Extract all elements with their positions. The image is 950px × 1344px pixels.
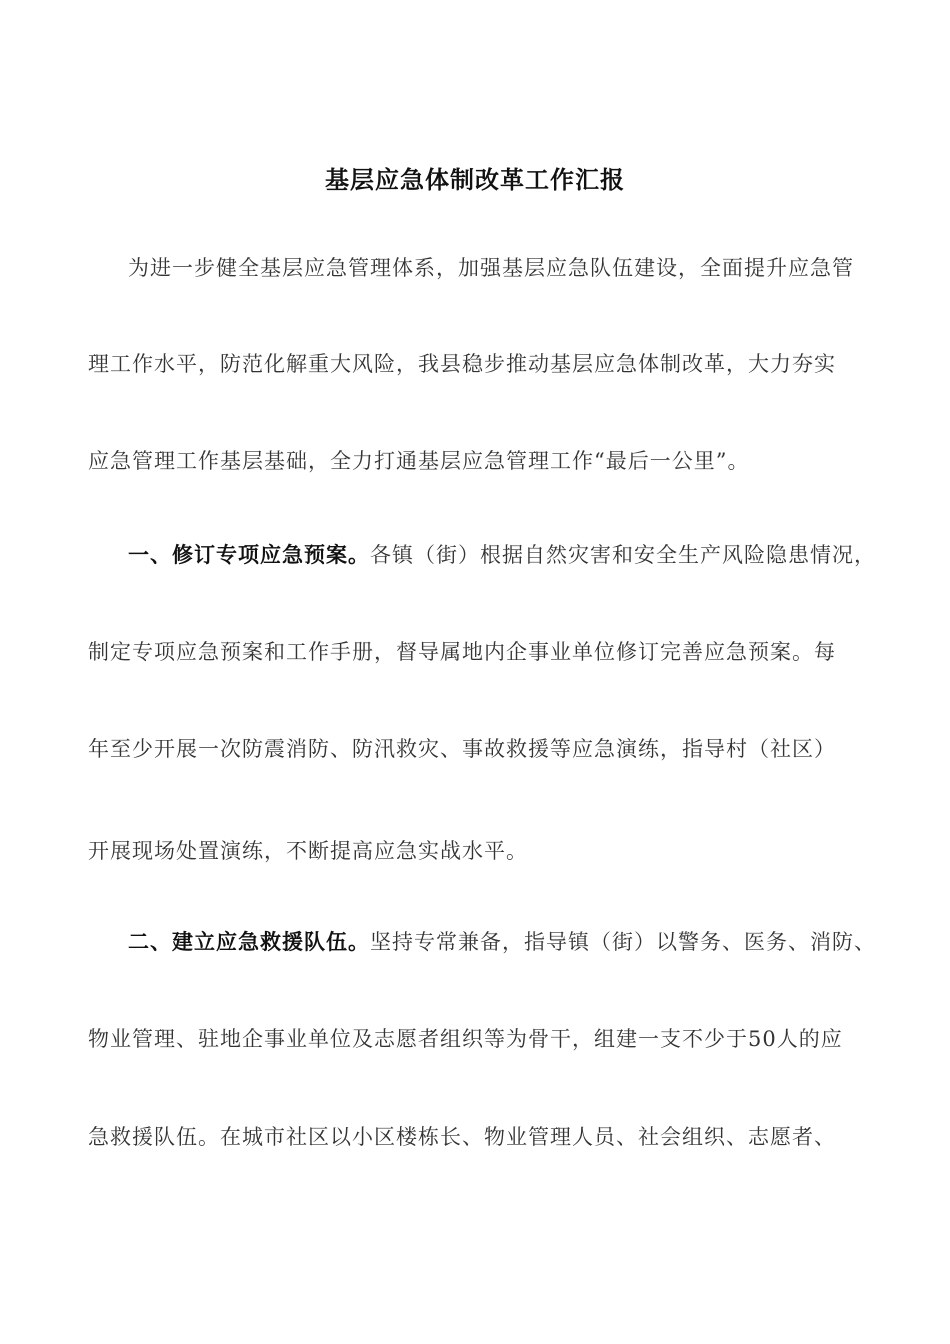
intro-line-2: 理工作水平，防范化解重大风险，我县稳步推动基层应急体制改革，大力夯实	[88, 352, 836, 376]
section2-line-2: 物业管理、驻地企事业单位及志愿者组织等为骨干，组建一支不少于50人的应	[88, 1027, 843, 1051]
section1-first-line	[128, 540, 918, 570]
section2-heading: 二、建立应急救援队伍。	[128, 929, 370, 954]
section2-line-3: 急救援队伍。在城市社区以小区楼栋长、物业管理人员、社会组织、志愿者、	[88, 1125, 836, 1149]
section1-line-3: 年至少开展一次防震消防、防汛救灾、事故救援等应急演练，指导村（社区）	[88, 737, 836, 761]
intro-line-3: 应急管理工作基层基础，全力打通基层应急管理工作“最后一公里”。	[88, 449, 750, 473]
section1-line-2: 制定专项应急预案和工作手册，督导属地内企事业单位修订完善应急预案。每	[88, 640, 836, 664]
section1-heading: 一、修订专项应急预案。	[128, 542, 370, 567]
document-title: 基层应急体制改革工作汇报	[325, 165, 625, 194]
section1-line-4: 开展现场处置演练，不断提高应急实战水平。	[88, 839, 528, 863]
section2-first-text: 坚持专常兼备，指导镇（街）以警务、医务、消防、	[370, 930, 876, 954]
section2-first-line	[128, 927, 918, 957]
section1-first-text: 各镇（街）根据自然灾害和安全生产风险隐患情况，	[370, 543, 876, 567]
intro-line-1: 为进一步健全基层应急管理体系，加强基层应急队伍建设，全面提升应急管	[128, 256, 854, 280]
